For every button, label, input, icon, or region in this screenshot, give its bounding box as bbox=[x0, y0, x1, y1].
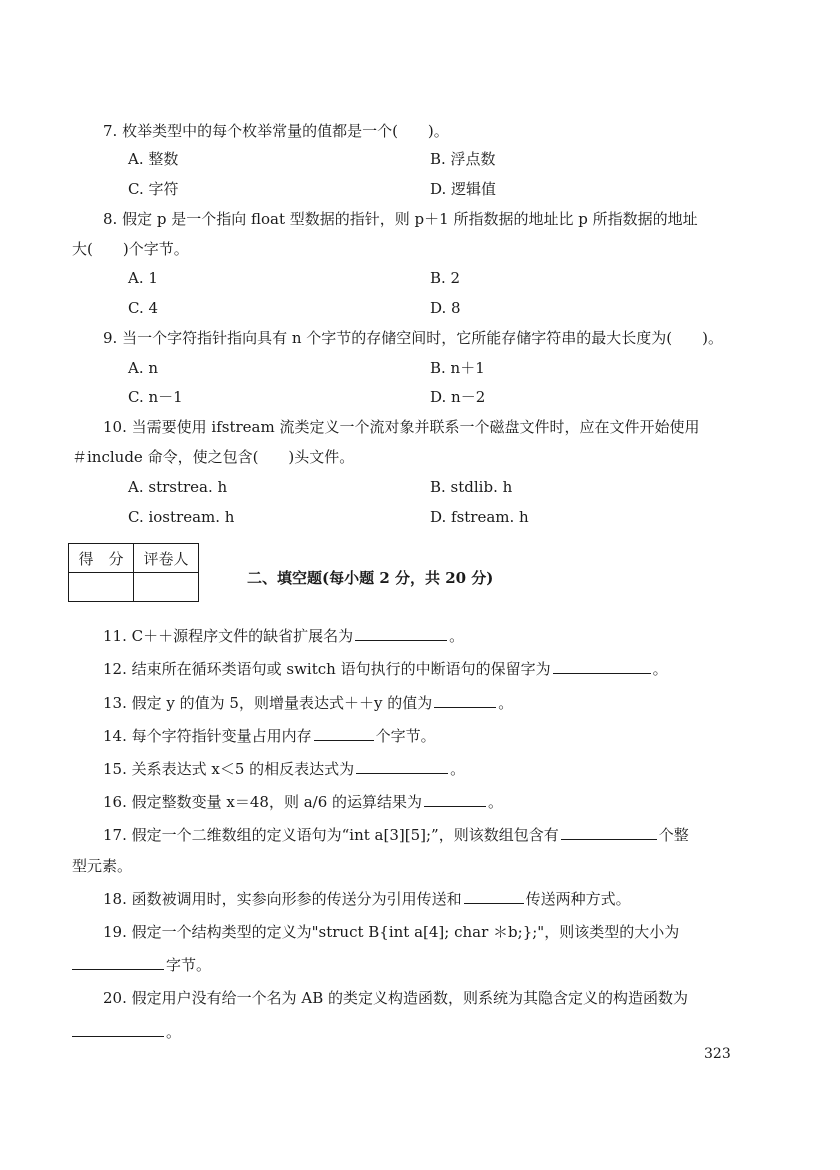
question-16: 16. 假定整数变量 x＝48，则 a/6 的运算结果为 。 bbox=[103, 793, 504, 811]
answer-blank[interactable] bbox=[72, 1022, 164, 1037]
answer-blank[interactable] bbox=[464, 889, 524, 904]
question-19: 19. 假定一个结构类型的定义为"struct B{int a[4]; char ＊b;};"，则该类型的大小为 bbox=[103, 923, 680, 941]
option-a: A. 整数 bbox=[128, 150, 179, 168]
question-20: 20. 假定用户没有给一个名为 AB 的类定义构造函数，则系统为其隐含定义的构造函数为 bbox=[103, 989, 689, 1007]
answer-blank[interactable] bbox=[314, 726, 374, 741]
option-d: D. fstream. h bbox=[430, 508, 529, 526]
question-15: 15. 关系表达式 x＜5 的相反表达式为 。 bbox=[103, 760, 466, 778]
option-c: C. 4 bbox=[128, 299, 159, 317]
option-b: B. n＋1 bbox=[430, 359, 485, 377]
answer-blank[interactable] bbox=[561, 825, 657, 840]
option-b: B. 2 bbox=[430, 269, 461, 287]
score-cell bbox=[69, 573, 134, 602]
answer-blank[interactable] bbox=[356, 759, 448, 774]
question-14: 14. 每个字符指针变量占用内存 个字节。 bbox=[103, 727, 436, 745]
answer-blank[interactable] bbox=[355, 626, 447, 641]
option-a: A. 1 bbox=[128, 269, 158, 287]
option-d: D. n－2 bbox=[430, 388, 486, 406]
question-13: 13. 假定 y 的值为 5，则增量表达式＋＋y 的值为 。 bbox=[103, 694, 514, 712]
option-d: D. 8 bbox=[430, 299, 461, 317]
option-c: C. 字符 bbox=[128, 180, 179, 198]
option-c: C. iostream. h bbox=[128, 508, 235, 526]
question-9: 9. 当一个字符指针指向具有 n 个字节的存储空间时，它所能存储字符串的最大长度为( )。 bbox=[103, 329, 723, 347]
option-a: A. strstrea. h bbox=[128, 478, 228, 496]
option-c: C. n－1 bbox=[128, 388, 183, 406]
option-a: A. n bbox=[128, 359, 159, 377]
question-8: 8. 假定 p 是一个指向 float 型数据的指针，则 p＋1 所指数据的地址比 p 所指数据的地址 bbox=[103, 210, 698, 228]
option-d: D. 逻辑值 bbox=[430, 180, 497, 198]
question-20-cont: 。 bbox=[72, 1022, 181, 1042]
answer-blank[interactable] bbox=[434, 693, 496, 708]
question-10-cont: ＃include 命令，使之包含( )头文件。 bbox=[72, 448, 355, 466]
question-7: 7. 枚举类型中的每个枚举常量的值都是一个( )。 bbox=[103, 122, 449, 140]
question-10: 10. 当需要使用 ifstream 流类定义一个流对象并联系一个磁盘文件时，应在文件开始使用 bbox=[103, 418, 700, 436]
question-18: 18. 函数被调用时，实参向形参的传送分为引用传送和 传送两种方式。 bbox=[103, 890, 631, 908]
option-b: B. 浮点数 bbox=[430, 150, 496, 168]
question-17: 17. 假定一个二维数组的定义语句为“int a[3][5];”，则该数组包含有 个整 bbox=[103, 826, 689, 844]
answer-blank[interactable] bbox=[72, 955, 164, 970]
section-title: 二、填空题(每小题 2 分，共 20 分) bbox=[247, 569, 494, 587]
answer-blank[interactable] bbox=[424, 792, 486, 807]
question-19-cont: 字节。 bbox=[72, 955, 211, 975]
score-table bbox=[68, 543, 199, 602]
answer-blank[interactable] bbox=[553, 659, 651, 674]
question-8-cont: 大( )个字节。 bbox=[72, 240, 189, 258]
grader-cell bbox=[134, 573, 199, 602]
question-12: 12. 结束所在循环类语句或 switch 语句执行的中断语句的保留字为 。 bbox=[103, 660, 668, 678]
page-number: 323 bbox=[704, 1046, 731, 1062]
question-11: 11. C＋＋源程序文件的缺省扩展名为 。 bbox=[103, 627, 465, 645]
score-header: 得 分 bbox=[69, 544, 134, 573]
question-17-cont: 型元素。 bbox=[72, 857, 133, 875]
option-b: B. stdlib. h bbox=[430, 478, 513, 496]
grader-header: 评卷人 bbox=[134, 544, 199, 573]
